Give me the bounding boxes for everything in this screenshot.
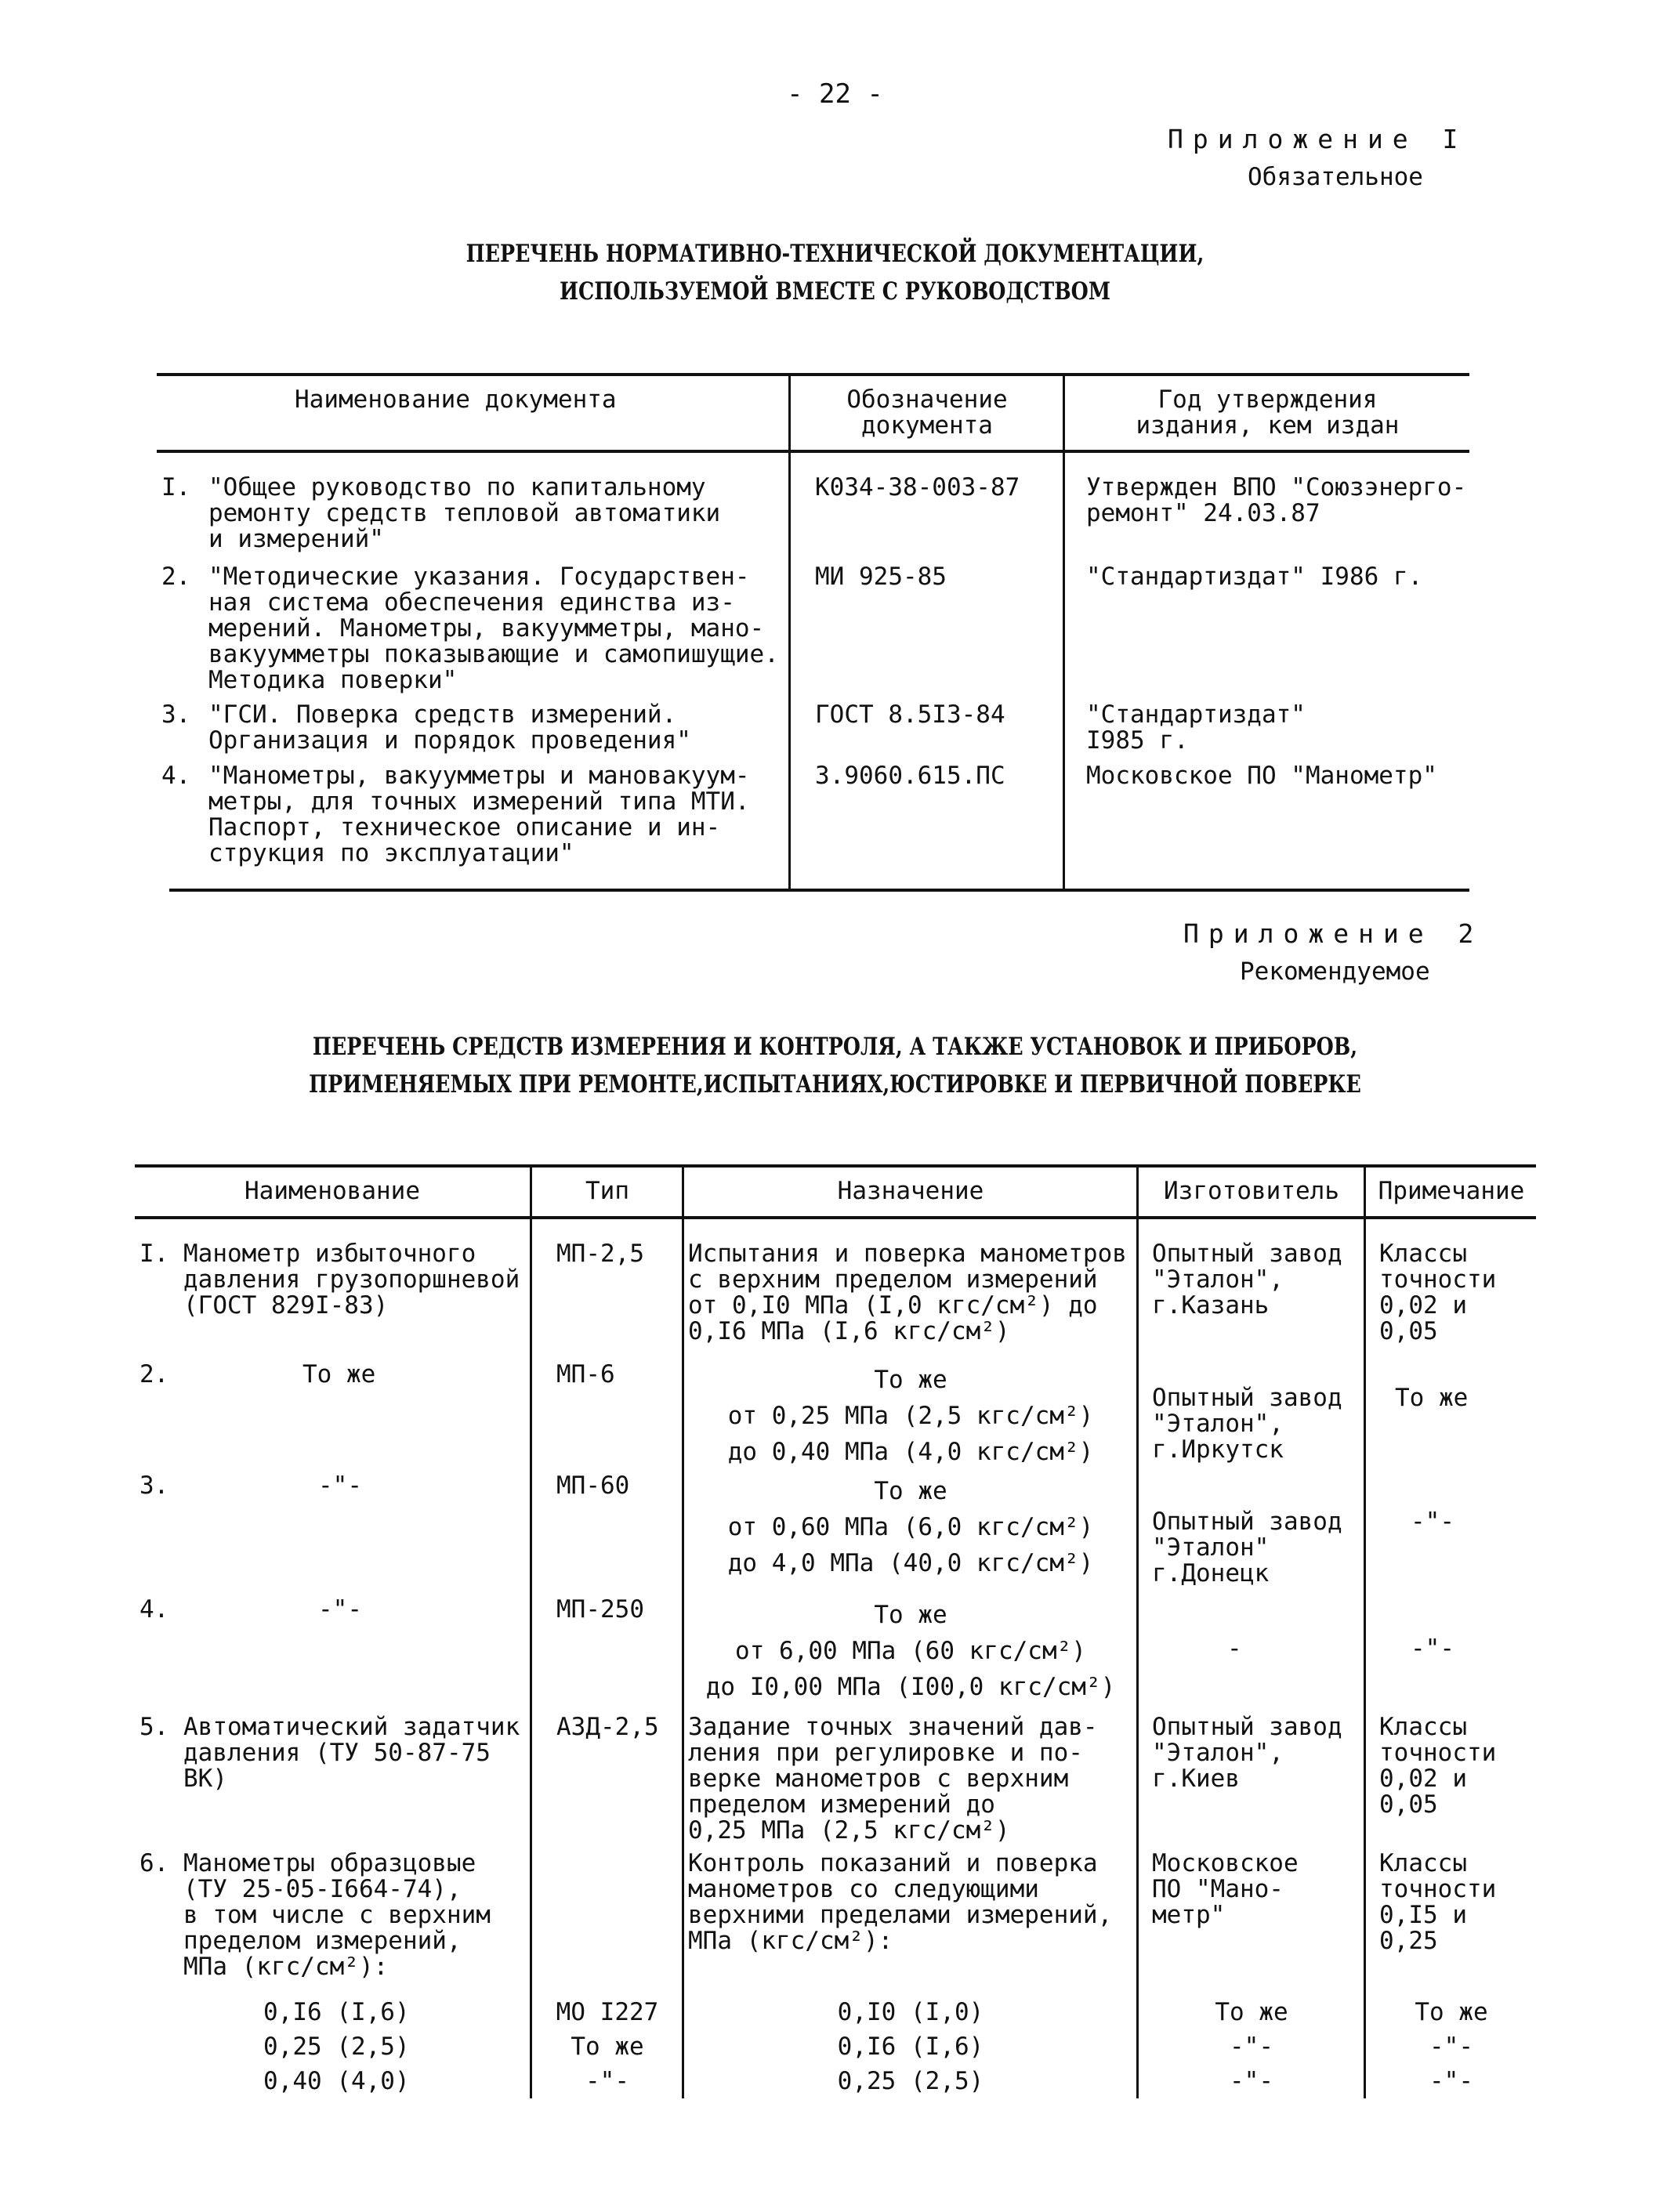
row-number: 2. — [161, 563, 191, 591]
column-divider — [682, 1164, 684, 2098]
instrument-note: -"- — [1411, 1508, 1454, 1536]
column-divider — [1136, 1164, 1139, 2098]
instrument-maker: Опытный завод "Эталон", г.Казань — [1152, 1240, 1342, 1320]
header-type: Тип — [585, 1177, 629, 1205]
header-purpose: Назначение — [837, 1177, 984, 1205]
instrument-type: МП-2,5 — [556, 1240, 644, 1268]
instrument-type: МП-250 — [556, 1595, 644, 1624]
header-note: Примечание — [1378, 1177, 1525, 1205]
subrow-type: МО I227 — [556, 1998, 659, 2026]
instrument-purpose: То же от 0,60 МПа (6,0 кгс/см²) до 4,0 МПа (40,0 кгс/см²) — [727, 1477, 1094, 1577]
appendix2-title: Приложение 2 — [1183, 918, 1483, 949]
instrument-name: Манометры образцовые (ТУ 25-05-I664-74), в том числе с верхним пределом измерений, МПа (кгс/см²): — [183, 1849, 491, 1981]
doc-name: "ГСИ. Поверка средств измерений. Организация и порядок проведения" — [208, 701, 691, 755]
instrument-purpose: Испытания и поверка манометров с верхним пределом измерений от 0,I0 МПа (I,0 кгс/см²) до 0,I6 МПа (I,6 кгс/см²) — [688, 1240, 1127, 1345]
column-divider — [530, 1164, 532, 2098]
instrument-type: МП-60 — [556, 1472, 630, 1500]
instrument-note: То же — [1395, 1384, 1469, 1412]
row-number: I. — [139, 1240, 169, 1268]
instrument-purpose: Задание точных значений дав- ления при регулировке и по- верке манометров с верхним пределом измерений до 0,25 МПа (2,5 кгс/см²) — [688, 1713, 1098, 1845]
header-doc-code: Обозначение документа — [846, 386, 1008, 440]
doc-code: ГОСТ 8.5I3-84 — [815, 701, 1005, 729]
subrow-type: То же — [571, 2033, 644, 2061]
table-header-rule — [135, 1216, 1536, 1219]
row-number: 4. — [161, 762, 191, 790]
subrow-note: То же — [1415, 1998, 1488, 2026]
instrument-type: МП-6 — [556, 1360, 615, 1388]
appendix1-heading-line2: ИСПОЛЬЗУЕМОЙ ВМЕСТЕ С РУКОВОДСТВОМ — [560, 277, 1110, 306]
row-number: 6. — [139, 1849, 169, 1877]
instrument-name: -"- — [318, 1472, 362, 1500]
subrow-note: -"- — [1429, 2033, 1473, 2061]
appendix1-heading-line1: ПЕРЕЧЕНЬ НОРМАТИВНО-ТЕХНИЧЕСКОЙ ДОКУМЕНТАЦИИ, — [465, 240, 1205, 268]
instrument-name: Автоматический задатчик давления (ТУ 50-87-75 ВК) — [183, 1713, 520, 1793]
appendix1-title: Приложение I — [1168, 124, 1468, 154]
instrument-purpose: То же от 0,25 МПа (2,5 кгс/см²) до 0,40 МПа (4,0 кгс/см²) — [727, 1366, 1094, 1466]
row-number: 5. — [139, 1713, 169, 1741]
instrument-maker: Опытный завод "Эталон" г.Донецк — [1152, 1508, 1342, 1587]
row-number: 2. — [139, 1360, 169, 1388]
header-name: Наименование — [245, 1177, 420, 1205]
table-top-rule — [135, 1164, 1536, 1168]
subrow-purpose: 0,25 (2,5) — [837, 2067, 984, 2095]
subrow-maker: -"- — [1230, 2067, 1273, 2095]
instrument-maker: Московское ПО "Мано- метр" — [1152, 1849, 1299, 1929]
column-divider — [1364, 1164, 1366, 2098]
appendix2-subtitle: Рекомендуемое — [1240, 958, 1430, 986]
appendix2-heading-line1: ПЕРЕЧЕНЬ СРЕДСТВ ИЗМЕРЕНИЯ И КОНТРОЛЯ, А ТАКЖЕ УСТАНОВОК И ПРИБОРОВ, — [312, 1033, 1358, 1061]
instrument-type: АЗД-2,5 — [556, 1713, 659, 1741]
row-number: I. — [161, 473, 191, 501]
header-doc-year: Год утверждения издания, кем издан — [1136, 386, 1400, 440]
instrument-name: То же — [302, 1360, 376, 1388]
instrument-maker: Опытный завод "Эталон", г.Иркутск — [1152, 1384, 1342, 1464]
subrow-range: 0,I6 (I,6) — [263, 1998, 410, 2026]
subrow-purpose: 0,I0 (I,0) — [837, 1998, 984, 2026]
subrow-purpose: 0,I6 (I,6) — [837, 2033, 984, 2061]
appendix1-subtitle: Обязательное — [1248, 163, 1423, 191]
table-header-rule — [157, 450, 1469, 453]
subrow-maker: -"- — [1230, 2033, 1273, 2061]
doc-code: МИ 925-85 — [815, 563, 947, 591]
doc-year: Утвержден ВПО "Союзэнерго- ремонт" 24.03.87 — [1086, 473, 1467, 527]
subrow-maker: То же — [1215, 1998, 1288, 2026]
page-number: - 22 - — [787, 78, 883, 110]
table-top-rule — [157, 373, 1469, 376]
subrow-range: 0,40 (4,0) — [263, 2067, 410, 2095]
instrument-note: -"- — [1411, 1635, 1454, 1663]
doc-name: "Общее руководство по капитальному ремонту средств тепловой автоматики и измерений" — [208, 473, 721, 553]
doc-name: "Методические указания. Государствен- ная система обеспечения единства из- мерений. Манометры, вакуумметры, мано- вакуумметры показывающие и самопишущие. Методика поверки" — [208, 563, 779, 694]
appendix2-heading-line2: ПРИМЕНЯЕМЫХ ПРИ РЕМОНТЕ,ИСПЫТАНИЯХ,ЮСТИРОВКЕ И ПЕРВИЧНОЙ ПОВЕРКЕ — [309, 1070, 1361, 1099]
column-divider — [788, 373, 791, 890]
instrument-name: -"- — [318, 1595, 362, 1624]
doc-year: Московское ПО "Манометр" — [1086, 762, 1437, 790]
row-number: 3. — [139, 1472, 169, 1500]
instrument-note: Классы точности 0,I5 и 0,25 — [1379, 1849, 1497, 1955]
instrument-maker: - — [1227, 1635, 1242, 1663]
column-divider — [1063, 373, 1065, 890]
doc-code: К034-38-003-87 — [815, 473, 1020, 501]
instrument-purpose: То же от 6,00 МПа (60 кгс/см²) до I0,00 МПа (I00,0 кгс/см²) — [705, 1601, 1116, 1701]
instrument-note: Классы точности 0,02 и 0,05 — [1379, 1713, 1497, 1819]
doc-year: "Стандартиздат" I985 г. — [1086, 701, 1306, 755]
doc-year: "Стандартиздат" I986 г. — [1086, 563, 1423, 591]
row-number: 4. — [139, 1595, 169, 1624]
subrow-note: -"- — [1429, 2067, 1473, 2095]
header-doc-name: Наименование документа — [295, 386, 617, 414]
table-bottom-rule — [169, 889, 1469, 892]
doc-name: "Манометры, вакуумметры и мановакуум- метры, для точных измерений типа МТИ. Паспорт, техническое описание и ин- струкция по эксплуатации" — [208, 762, 750, 867]
instrument-name: Манометр избыточного давления грузопоршневой (ГОСТ 829I-83) — [183, 1240, 520, 1320]
subrow-range: 0,25 (2,5) — [263, 2033, 410, 2061]
row-number: 3. — [161, 701, 191, 729]
instrument-purpose: Контроль показаний и поверка манометров со следующими верхними пределами измерений, МПа (кгс/см²): — [688, 1849, 1113, 1955]
subrow-type: -"- — [585, 2067, 629, 2095]
header-maker: Изготовитель — [1164, 1177, 1339, 1205]
instrument-note: Классы точности 0,02 и 0,05 — [1379, 1240, 1497, 1345]
instrument-maker: Опытный завод "Эталон", г.Киев — [1152, 1713, 1342, 1793]
doc-code: 3.9060.615.ПС — [815, 762, 1005, 790]
